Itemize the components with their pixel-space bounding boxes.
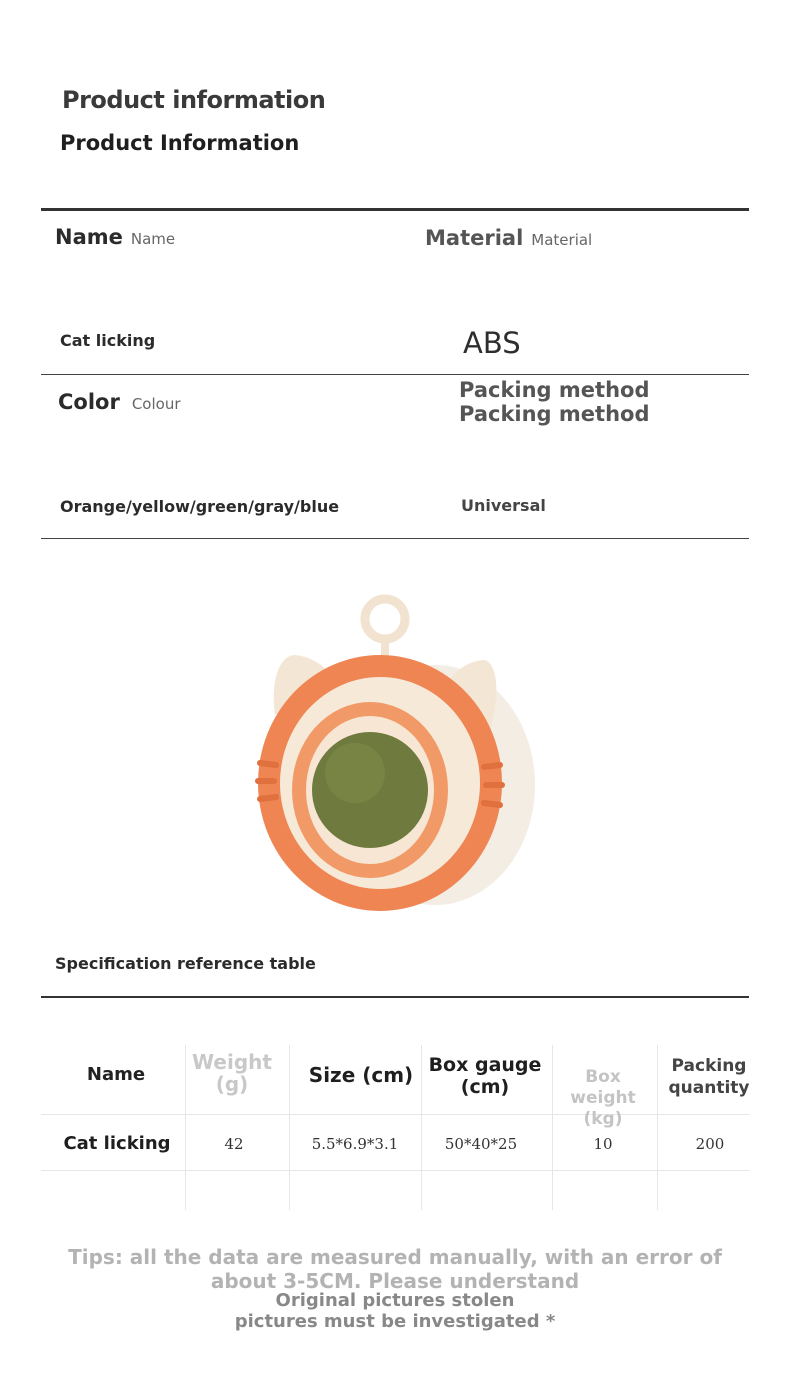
name-label-main: Name bbox=[55, 225, 123, 249]
table-cell-box-gauge: 50*40*25 bbox=[444, 1135, 518, 1153]
color-label-small: Colour bbox=[131, 395, 181, 413]
color-label-main: Color bbox=[58, 390, 120, 414]
material-value: ABS bbox=[463, 326, 521, 360]
divider bbox=[41, 996, 749, 998]
name-value: Cat licking bbox=[60, 331, 156, 350]
table-cell-name: Cat licking bbox=[63, 1133, 171, 1154]
packing-value: Universal bbox=[461, 496, 546, 515]
table-col-divider bbox=[289, 1045, 290, 1210]
spec-table-title: Specification reference table bbox=[55, 954, 316, 973]
table-row-divider bbox=[41, 1170, 749, 1171]
copyright-note-line2: pictures must be investigated * bbox=[234, 1311, 556, 1332]
table-header-packing-qty: Packing quantity bbox=[668, 1056, 750, 1098]
table-cell-size: 5.5*6.9*3.1 bbox=[311, 1135, 399, 1153]
product-image bbox=[230, 585, 550, 930]
divider bbox=[41, 208, 749, 211]
tips-note: Tips: all the data are measured manually, with an error of about 3-5CM. Please understand bbox=[68, 1245, 722, 1293]
divider bbox=[41, 374, 749, 375]
material-label-main: Material bbox=[425, 226, 524, 250]
material-label bbox=[425, 226, 592, 250]
page-subtitle: Product Information bbox=[60, 131, 300, 155]
table-header-size: Size (cm) bbox=[308, 1063, 414, 1087]
name-label-small: Name bbox=[130, 230, 176, 248]
hanging-hook bbox=[365, 599, 405, 639]
packing-label: Packing method Packing method bbox=[459, 378, 650, 426]
name-label bbox=[55, 225, 175, 249]
table-cell-box-weight: 10 bbox=[593, 1135, 613, 1153]
divider bbox=[41, 538, 749, 539]
table-cell-weight: 42 bbox=[224, 1135, 244, 1153]
catnip-highlight bbox=[325, 743, 385, 803]
table-cell-packing-qty: 200 bbox=[695, 1135, 725, 1153]
color-label bbox=[58, 390, 181, 414]
material-label-small: Material bbox=[531, 231, 593, 249]
table-header-box-weight: Box weight (kg) bbox=[570, 1067, 636, 1129]
color-value: Orange/yellow/green/gray/blue bbox=[60, 497, 340, 516]
table-col-divider bbox=[552, 1045, 553, 1210]
table-header-box-gauge: Box gauge (cm) bbox=[428, 1054, 542, 1098]
copyright-note-line1: Original pictures stolen bbox=[275, 1290, 515, 1311]
page-title: Product information bbox=[62, 86, 326, 114]
table-header-weight: Weight (g) bbox=[192, 1050, 272, 1096]
table-header-name: Name bbox=[86, 1064, 146, 1085]
table-col-divider bbox=[657, 1045, 658, 1210]
